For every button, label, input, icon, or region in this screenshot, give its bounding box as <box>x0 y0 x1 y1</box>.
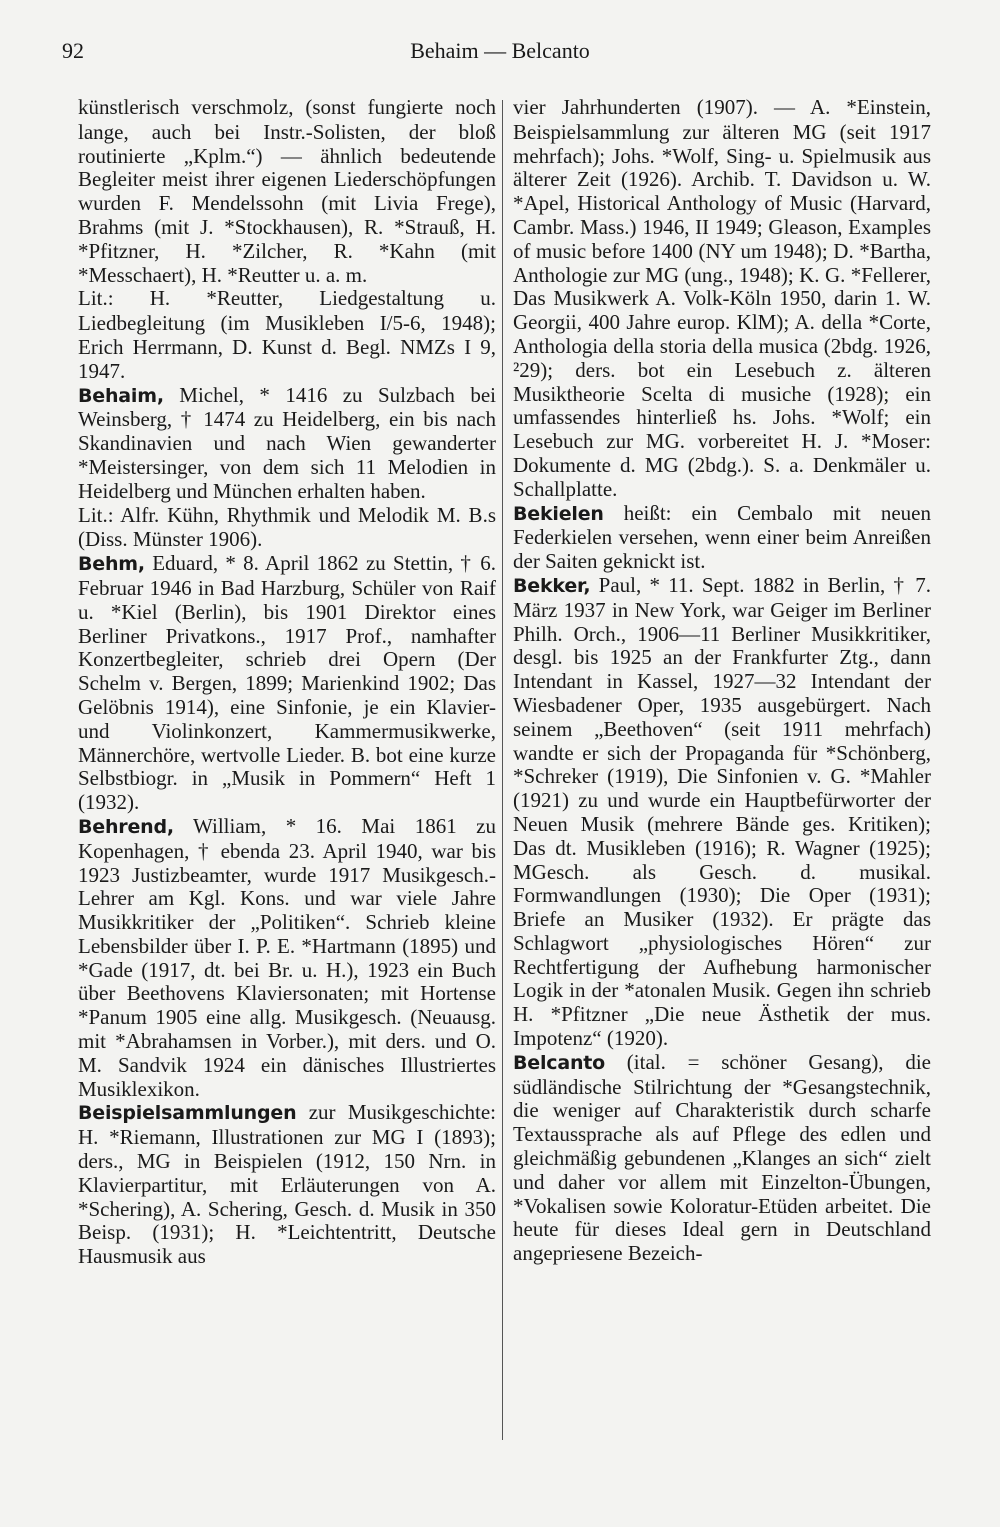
literature-note <box>78 504 496 553</box>
lemma-bekker: Bekker, <box>513 574 591 597</box>
entry-bekielen <box>513 502 931 574</box>
page-number: 92 <box>62 38 84 63</box>
entry-belcanto <box>513 1051 931 1266</box>
running-title: Behaim — Belcanto <box>410 38 590 63</box>
literature-note <box>78 287 496 383</box>
entry-beispielsammlungen <box>78 1101 496 1269</box>
entry-text: vier Jahrhunderten (1907). — A. *Einstein, Beispielsammlung zur älteren MG (seit 1917 mehrfach); Johs. *Wolf, Sing- u. Spielmusik aus älterer Zeit (1926). Archib. T. Davidson u. W. *Apel, Historical Anthology of Music (Harvard, Cambr. Mass.) 1946, II 1949; Gleason, Examples of music before 1400 (NY um 1948); D. *Bartha, Anthologie zur MG (ung., 1948); K. G. *Fellerer, Das Musikwerk A. Volk-Köln 1950, darin 1. W. Georgii, 400 Jahre europ. KlM); A. della *Corte, Anthologia della storia della musica (2bdg. 1926, ²29); ders. bot ein Lesebuch z. älteren Musiktheorie Scelta di musiche (1928); ein umfassendes hinterließ hs. Johs. *Wolf; ein Lesebuch zur MG. vorbereitet H. J. *Moser: Dokumente d. MG (2bdg.). S. a. Denkmäler u. Schallplatte. <box>513 95 931 501</box>
entry-text: heißt: ein Cembalo mit neuen Federkielen versehen, wenn einer beim Anreißen der Saiten geknickt ist. <box>513 500 931 574</box>
lemma-behaim: Behaim, <box>78 384 164 407</box>
entry-text: künstlerisch verschmolz, (sonst fungierte noch lange, auch bei Instr.-Solisten, der bloß routinierte „Kplm.“) — ähnlich bedeutende Begleiter meist ihrer eigenen Liederschöpfungen wurden F. Mendelssohn (mit Livia Frege), Brahms (mit J. *Stockhausen), R. *Strauß, H. *Pfitzner, H. *Zilcher, R. *Kahn (mit *Messchaert), H. *Reutter u. a. m. <box>78 95 496 287</box>
entry-text: (ital. = schöner Gesang), die südländische Stilrichtung der *Gesangstechnik, die weniger auf Charakteristik durch scharfe Textaussprache als auf Pflege des edlen und gleichmäßig gebundenen „Klanges an sich“ zielt und daher vor allem mit Einzelton-Übungen, *Vokalisen sowie Koloratur-Etüden arbeitet. Die heute für dieses Ideal gern in Deutschland angepriesene Bezeich- <box>513 1049 931 1266</box>
entry-continuation <box>78 96 496 287</box>
lemma-belcanto: Belcanto <box>513 1051 606 1074</box>
entry-text: Paul, * 11. Sept. 1882 in Berlin, † 7. März 1937 in New York, war Geiger im Berliner Philh. Orch., 1906—11 Berliner Musikkritiker, desgl. bis 1925 an der Frankfurter Ztg., dann Intendant in Kassel, 1927—32 Intendant der Wiesbadener Oper, 1935 ausgebürgert. Nach seinem „Beethoven“ (seit 1911 mehrfach) wandte er sich der Propaganda für *Schönberg, *Schreker (1919), Die Sinfonien v. G. *Mahler (1921) zu und wurde ein Hauptbefürworter der Neuen Musik (mehrere Bände ges. Kritiken); Das dt. Musikleben (1916); R. Wagner (1925); MGesch. als Gesch. d. musikal. Formwandlungen (1930); Die Oper (1931); Briefe an Musiker (1932). Er prägte das Schlagwort „physiologisches Hören“ zur Rechtfertigung der Aufhebung harmonischer Logik in der *atonalen Musik. Gegen ihn schrieb H. *Pfitzner „Die neue Ästhetik der mus. Impotenz“ (1920). <box>513 572 931 1051</box>
left-column <box>78 96 496 1269</box>
entry-behm <box>78 552 496 815</box>
lemma-bekielen: Bekielen <box>513 502 604 525</box>
entry-text: Lit.: Alfr. Kühn, Rhythmik und Melodik M. B.s (Diss. Münster 1906). <box>78 502 496 552</box>
entry-behrend <box>78 815 496 1102</box>
entry-text: Lit.: H. *Reutter, Liedgestaltung u. Liedbegleitung (im Musikleben I/5-6, 1948); Erich Herrmann, D. Kunst d. Begl. NMZs I 9, 1947. <box>78 286 496 383</box>
column-divider <box>502 100 503 1440</box>
entry-bekker <box>513 574 931 1051</box>
entry-continuation <box>513 96 931 502</box>
entry-text: Eduard, * 8. April 1862 zu Stettin, † 6. Februar 1946 in Bad Harzburg, Schüler von Raif u. *Kiel (Berlin), bis 1901 Direktor eines Berliner Privatkons., 1917 Prof., namhafter Konzertbegleiter, schrieb drei Opern (Der Schelm v. Bergen, 1899; Marienkind 1902; Das Gelöbnis 1914), eine Sinfonie, je ein Klavier- und Violinkonzert, Kammermusikwerke, Männerchöre, wertvolle Lieder. B. bot eine kurze Selbstbiogr. in „Musik in Pommern“ Heft 1 (1932). <box>78 551 496 815</box>
lemma-behm: Behm, <box>78 553 145 576</box>
entry-text: William, * 16. Mai 1861 zu Kopenhagen, † ebenda 23. April 1940, war bis 1923 Justizbeamter, wurde 1917 Musikgesch.-Lehrer am Kgl. Kons. und war viele Jahre Musikkritiker der „Politiken“. Schrieb kleine Lebensbilder über I. P. E. *Hartmann (1895) und *Gade (1917, dt. bei Br. u. H.), 1923 ein Buch über Beethovens Klaviersonaten; mit Hortense *Panum 1905 eine allg. Musikgesch. (Neuausg. mit *Abrahamsen in Vorber.), mit ders. und O. M. Sandvik 1924 ein dänisches Illustriertes Musiklexikon. <box>78 813 496 1101</box>
entry-behaim <box>78 384 496 504</box>
entry-text: Michel, * 1416 zu Sulzbach bei Weinsberg, † 1474 zu Heidelberg, ein bis nach Skandinavien und nach Wien gewanderter *Meistersinger, von dem sich 11 Melodien in Heidelberg und München erhalten haben. <box>78 382 496 503</box>
right-column <box>513 96 931 1266</box>
lemma-behrend: Behrend, <box>78 815 174 838</box>
lemma-beispielsammlungen: Beispielsammlungen <box>78 1102 297 1125</box>
entry-text: zur Musikgeschichte: H. *Riemann, Illustrationen zur MG I (1893); ders., MG in Beispielen (1912, 150 Nrn. in Klavierpartitur, mit Erläuterungen von A. *Schering), A. Schering, Gesch. d. Musik in 350 Beisp. (1931); H. *Leichtentritt, Deutsche Hausmusik aus <box>78 1100 496 1269</box>
